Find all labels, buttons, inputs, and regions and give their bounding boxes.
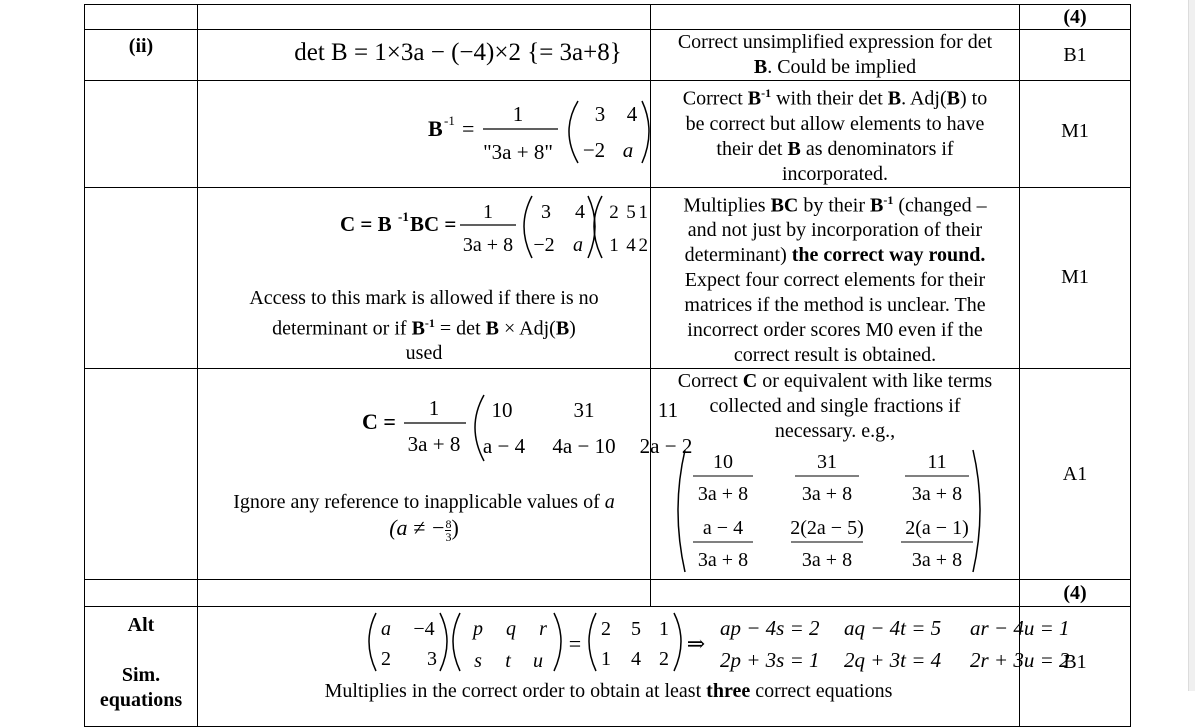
matrix-left-bracket [369,613,376,671]
matrix-entry: 1 [601,648,611,671]
part-label: (ii) [85,30,198,81]
note-line: incorrect order scores M0 even if the [687,319,983,342]
matrix-left-bracket [589,613,596,671]
equation: aq − 4t = 5 [844,616,942,641]
mark-cell: B1 [1020,30,1131,81]
notes-cell [651,187,1020,369]
total-mark: (4) [1020,5,1131,30]
note-line: necessary. e.g., [774,420,896,443]
example-matrix [651,444,1019,576]
example-numerator: 2(a − 1) [905,517,969,540]
det-equation [198,30,650,80]
example-denominator: 3a + 8 [911,483,963,506]
example-numerator: 11 [927,451,947,474]
note-line: Correct $B^{-1}$ with their det B. Adj(B) to [682,86,988,110]
notes-cell [651,81,1020,188]
part-cell-empty [85,5,198,30]
matrix-entry: a [381,618,391,641]
note-line: incorporated. [781,162,889,185]
example-denominator: 3a + 8 [911,549,963,572]
scheme-cell [198,81,651,188]
ignore-condition-prefix: (a ≠ − [389,515,446,541]
row-result [85,369,1131,580]
scheme-cell-empty [198,5,651,30]
mark-cell: M1 [1020,81,1131,188]
equation: 2q + 3t = 4 [844,648,942,673]
fraction-denominator: 3a + 8 [407,432,461,457]
matrix-entry: 2 [659,648,669,671]
note-line: determinant or if $B^{-1} = \det B \times Adj(B)$ [272,315,576,340]
matrix-entry: 1 [609,234,619,256]
matrix-entry: 4 [631,648,641,671]
example-denominator: 3a + 8 [697,483,749,506]
note-line [651,55,1019,80]
note-line: matrices if the method is unclear. The [684,294,986,317]
matrix-entry: q [506,618,516,641]
equation: 2p + 3s = 1 [720,648,820,673]
note-text: Correct unsimplified expression for det [677,31,993,53]
matrix-right-bracket [674,613,681,671]
det-equation-text: det B = 1×3a − (−4)×2 {= 3a+8} [294,39,622,66]
matrix-entry: 1 [638,201,648,223]
matrix-entry: 3 [427,648,437,671]
row-det [85,30,1131,81]
matrix-entry: a [622,138,634,162]
example-denominator: 3a + 8 [801,549,853,572]
matrix-entry: 2 [601,618,611,641]
matrix-right-bracket [642,101,649,163]
matrix-entry: 1 [659,618,669,641]
note-line: used [405,342,443,365]
ignore-condition-suffix: ) [451,515,459,541]
matrix-entry: a − 4 [482,434,526,459]
multiply-lhs-sup: -1 [398,208,409,224]
example-denominator: 3a + 8 [697,549,749,572]
note-line: determinant) the correct way round. [684,244,986,267]
multiply-lhs: C = B [340,211,392,236]
matrix-right-bracket [973,450,980,572]
matrix-entry: t [505,650,511,673]
notes-cell [651,369,1020,580]
equation: 2r + 3u = 2 [970,648,1070,673]
note-line: correct result is obtained. [733,344,937,367]
note-line: Ignore any reference to inapplicable values of a [233,491,615,514]
equals-sign: = [568,631,582,657]
note-line: be correct but allow elements to have [685,112,985,135]
mark-cell: A1 [1020,369,1131,580]
mark-cell: B1 [1020,607,1131,727]
matrix-entry: 2 [609,201,619,223]
matrix-entry: 3 [594,102,606,126]
alt-method-label [85,607,198,727]
fraction-numerator: 1 [483,200,493,223]
notes-cell-empty [651,580,1020,607]
multiply-lhs-tail: BC = [410,211,457,236]
part-cell-empty [85,187,198,369]
alt-equation [198,607,1070,675]
multiply-equation [198,188,650,278]
result-equation [198,369,693,474]
mark-cell: M1 [1020,187,1131,369]
total-row [85,5,1131,30]
notes-cell [651,30,1020,81]
scheme-cell [198,30,651,81]
example-denominator: 3a + 8 [801,483,853,506]
row-multiply [85,187,1131,369]
matrix-entry: −2 [582,138,606,162]
matrix-entry: −4 [413,618,435,641]
matrix-entry: 2 [638,234,648,256]
matrix-entry: 2 [381,648,391,671]
matrix-entry: 3 [541,200,551,223]
mark-scheme-table [84,4,1131,727]
note-line: Multiplies BC by their $B^{-1}$ (changed – [683,192,987,217]
total-row [85,580,1131,607]
matrix-left-bracket [678,450,685,572]
row-inverse [85,81,1131,188]
equation: ar − 4u = 1 [970,616,1070,641]
matrix-entry: 11 [657,398,679,423]
alt-title: equations [99,689,183,712]
total-mark: (4) [1020,580,1131,607]
result-lhs: C = [362,409,396,435]
matrix-entry: 4 [626,234,636,256]
matrix-right-bracket [440,613,447,671]
matrix-left-bracket [569,101,578,163]
matrix-left-bracket [524,196,532,258]
matrix-entry: 31 [573,398,595,423]
matrix-entry: r [539,618,547,641]
matrix-right-bracket [554,613,561,671]
matrix-entry: 5 [626,201,636,223]
matrix-entry: 10 [491,398,513,423]
example-numerator: 10 [713,451,733,474]
matrix-entry: 2a − 2 [639,434,693,459]
fraction-numerator: 1 [428,396,440,421]
inverse-lhs: B [428,116,443,141]
alt-title: Alt [127,614,155,637]
part-cell-empty [85,369,198,580]
note-line: and not just by incorporation of their [687,219,983,242]
fraction-denominator: 3a + 8 [462,233,514,256]
scheme-cell [198,187,651,369]
matrix-entry: s [474,650,482,673]
note-line: Correct C or equivalent with like terms [677,370,993,393]
fraction-numerator: 1 [512,102,524,126]
alt-scheme-cell [198,607,1070,727]
example-numerator: 2(2a − 5) [790,517,864,540]
part-cell-empty [85,580,198,607]
equals-sign: = [462,116,475,141]
fraction-denominator: "3a + 8" [483,140,553,164]
part-cell-empty [85,81,198,188]
inverse-equation [198,81,650,181]
matrix-entry: a [573,233,583,256]
note-line: Access to this mark is allowed if there is no [249,286,599,309]
alt-note: Multiplies in the correct order to obtain at least three correct equations [324,680,893,703]
note-line: Expect four correct elements for their [684,269,986,292]
matrix-entry: p [473,618,483,641]
scheme-cell-empty [198,580,651,607]
matrix-entry: 4 [575,200,585,223]
notes-cell-empty [651,5,1020,30]
inverse-lhs-sup: -1 [444,113,455,128]
note-line [198,515,650,542]
scheme-cell [198,369,693,580]
vertical-scrollbar[interactable] [1188,0,1195,691]
note-line [651,30,1019,55]
note-line: collected and single fractions if [709,395,961,418]
ignore-condition-fraction: $\frac{8}{3}$ [445,516,452,544]
matrix-entry: 5 [631,618,641,641]
matrix-left-bracket [453,613,460,671]
note-text: . Could be implied [767,56,917,78]
access-note [198,286,650,367]
implies-symbol: ⇒ [686,631,706,657]
matrix-entry: 4 [626,102,638,126]
example-numerator: 31 [817,451,837,474]
matrix-entry: u [533,650,543,673]
matrix-entry: −2 [533,233,555,256]
matrix-entry: 4a − 10 [552,434,616,459]
example-numerator: a − 4 [702,517,744,540]
note-line: their det B as denominators if [716,137,954,160]
row-alt [85,607,1131,727]
alt-title: Sim. [121,664,161,687]
ignore-note [198,490,650,542]
equation: ap − 4s = 2 [720,616,820,641]
note-bold: B [753,56,768,78]
